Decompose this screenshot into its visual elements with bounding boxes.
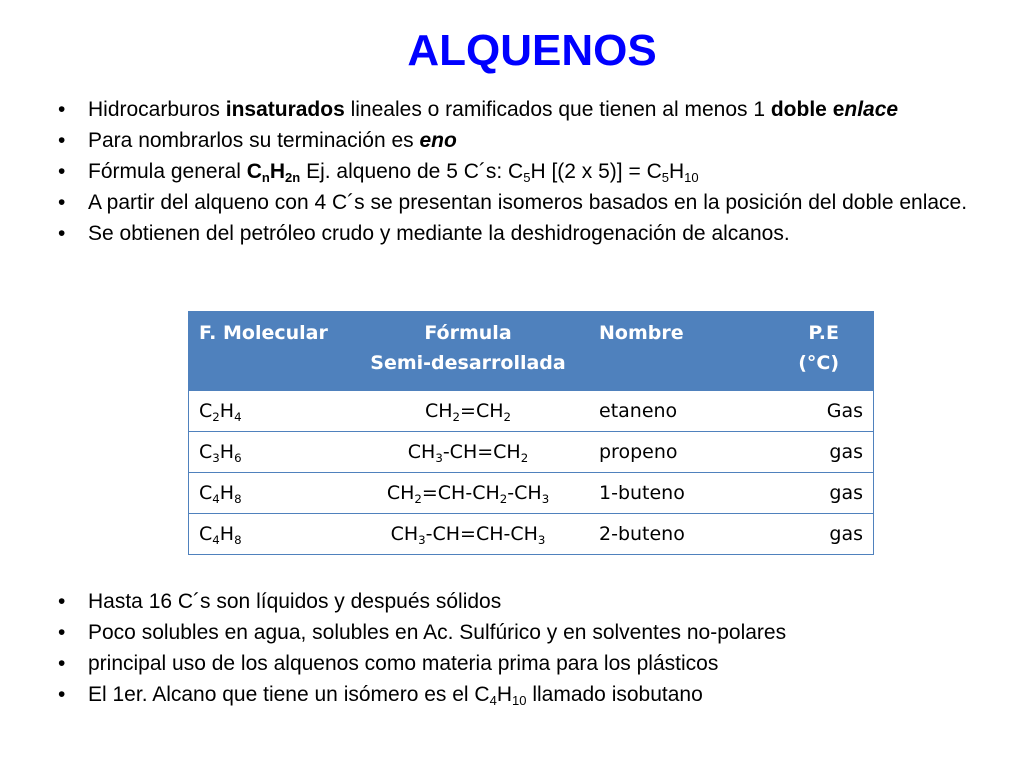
formula-subscript: 10 — [684, 170, 699, 185]
bullet-item — [56, 156, 986, 187]
formula-subscript: 6 — [234, 451, 242, 465]
formula-part: -CH=CH — [442, 441, 521, 463]
formula-part: H — [219, 441, 235, 463]
bullet-item — [56, 94, 986, 125]
formula-part: C — [199, 441, 213, 463]
table-row — [189, 432, 874, 473]
cell-name: etaneno — [589, 391, 759, 432]
bullet-text: Para nombrarlos su terminación es — [88, 129, 420, 152]
bullet-item — [56, 679, 986, 710]
formula-part: H — [219, 400, 235, 422]
bullet-text: El 1er. Alcano que tiene un isómero es el C — [88, 683, 490, 706]
bullet-item — [56, 648, 986, 679]
cell-semi-developed-formula — [347, 473, 589, 514]
bold-text: doble e — [770, 98, 845, 121]
formula-part: C — [199, 482, 213, 504]
cell-boiling-point: gas — [759, 432, 874, 473]
formula-part: CH — [386, 482, 415, 504]
cell-boiling-point: gas — [759, 514, 874, 555]
cell-molecular-formula — [189, 432, 348, 473]
formula-part: -CH=CH-CH — [425, 523, 538, 545]
formula-subscript: 4 — [212, 492, 220, 506]
header-formula-line2: Semi-desarrollada — [370, 352, 566, 374]
cell-boiling-point: gas — [759, 473, 874, 514]
bullet-text: H [(2 x 5)] = C — [530, 160, 662, 183]
header-formula — [347, 312, 589, 391]
bullet-text: Fórmula general — [88, 160, 247, 183]
cell-molecular-formula — [189, 391, 348, 432]
formula-subscript: 4 — [212, 533, 220, 547]
table-row — [189, 514, 874, 555]
table-header-row — [189, 312, 874, 391]
formula-subscript: 2 — [452, 410, 461, 424]
bullet-text: A partir del alqueno con 4 C´s se presentan isomeros basados en la posición del doble enlace. — [88, 191, 968, 214]
formula-subscript: 2n — [285, 170, 301, 185]
formula-subscript: 2 — [212, 410, 220, 424]
cell-semi-developed-formula — [347, 432, 589, 473]
bullet-text: H — [668, 160, 685, 183]
cell-molecular-formula — [189, 514, 348, 555]
table-row — [189, 391, 874, 432]
header-formula-line1: Fórmula — [424, 322, 512, 344]
bullet-item — [56, 218, 986, 249]
formula-part: C — [199, 400, 213, 422]
bold-italic-text: eno — [419, 129, 457, 152]
bullet-text: llamado isobutano — [526, 683, 703, 706]
bullet-text: Ej. alqueno de 5 C´s: C — [300, 160, 524, 183]
formula-subscript: n — [261, 170, 270, 185]
formula-part: H — [219, 482, 235, 504]
formula-subscript: 4 — [234, 410, 242, 424]
bullet-item — [56, 586, 986, 617]
cell-semi-developed-formula — [347, 514, 589, 555]
bullet-text: H — [496, 683, 512, 706]
formula-subscript: 10 — [512, 693, 527, 708]
bold-text: insaturados — [225, 98, 345, 121]
bullet-list-bottom — [56, 586, 986, 710]
formula-subscript: 5 — [661, 170, 669, 185]
bullet-text: lineales o ramificados que tienen al menos 1 — [344, 98, 771, 121]
bullet-item — [56, 125, 986, 156]
slide-title: ALQUENOS — [407, 26, 657, 75]
formula-subscript: 3 — [541, 492, 550, 506]
bullet-text: Poco solubles en agua, solubles en Ac. Sulfúrico y en solventes no-polares — [88, 621, 787, 644]
bullet-text: principal uso de los alquenos como materia prima para los plásticos — [88, 652, 719, 675]
cell-name: 2-buteno — [589, 514, 759, 555]
formula-subscript: 3 — [435, 451, 443, 465]
formula-subscript: 3 — [418, 533, 426, 547]
formula-part: =CH-CH — [421, 482, 500, 504]
formula-part: CH — [407, 441, 436, 463]
alkenes-table — [188, 311, 874, 555]
table-row — [189, 473, 874, 514]
header-boiling-point: P.E (°C) — [759, 312, 874, 391]
bullet-text: Se obtienen del petróleo crudo y mediante la deshidrogenación de alcanos. — [88, 222, 790, 245]
cell-name: 1-buteno — [589, 473, 759, 514]
bullet-list-top — [56, 94, 986, 249]
bullet-text: Hidrocarburos — [88, 98, 226, 121]
cell-semi-developed-formula — [347, 391, 589, 432]
table-body — [189, 391, 874, 555]
bullet-item — [56, 187, 986, 218]
formula-part: H — [269, 160, 286, 183]
header-molecular: F. Molecular — [189, 312, 348, 391]
formula-subscript: 2 — [520, 451, 529, 465]
formula-subscript: 2 — [499, 492, 508, 506]
formula-part: =CH — [460, 400, 504, 422]
formula-subscript: 3 — [537, 533, 546, 547]
cell-name: propeno — [589, 432, 759, 473]
formula-part: H — [219, 523, 235, 545]
formula-subscript: 5 — [523, 170, 531, 185]
bullet-text: Hasta 16 C´s son líquidos y después sólidos — [88, 590, 502, 613]
formula-part: -CH — [507, 482, 542, 504]
formula-part: C — [199, 523, 213, 545]
formula-subscript: 8 — [234, 492, 242, 506]
bold-italic-text: nlace — [844, 98, 899, 121]
formula-part: C — [246, 160, 262, 183]
cell-boiling-point: Gas — [759, 391, 874, 432]
header-name: Nombre — [589, 312, 759, 391]
formula-subscript: 3 — [212, 451, 220, 465]
formula-subscript: 4 — [489, 693, 497, 708]
general-formula — [247, 160, 301, 183]
formula-part: CH — [424, 400, 453, 422]
formula-subscript: 8 — [234, 533, 242, 547]
formula-subscript: 2 — [503, 410, 512, 424]
formula-part: CH — [390, 523, 419, 545]
cell-molecular-formula — [189, 473, 348, 514]
bullet-item — [56, 617, 986, 648]
formula-subscript: 2 — [414, 492, 422, 506]
